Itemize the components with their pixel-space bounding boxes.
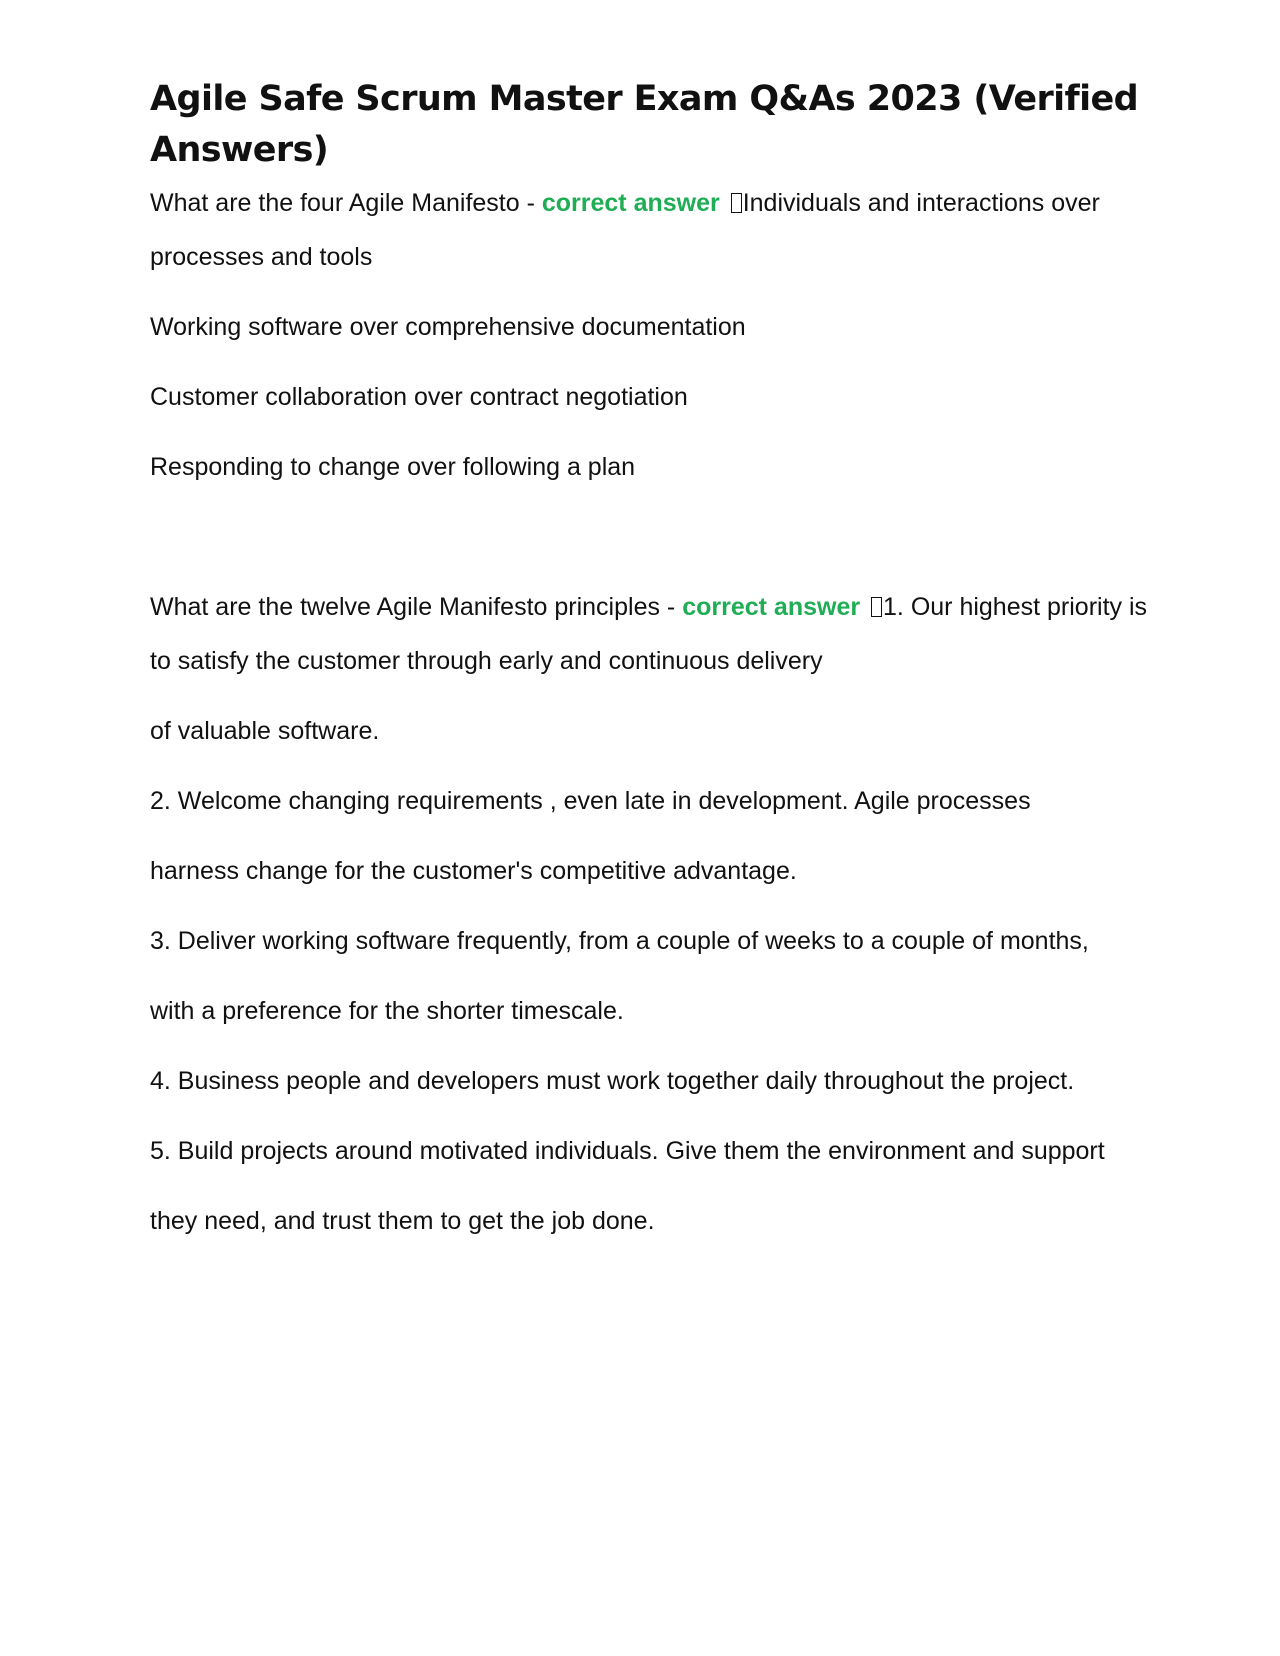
correct-answer-label: correct answer [682,593,861,621]
answer-line: 3. Deliver working software frequently, from a couple of weeks to a couple of months, [150,927,1089,955]
answer-line: Working software over comprehensive documentation [150,313,746,341]
question-2-text: What are the twelve Agile Manifesto principles - [150,593,683,621]
section-spacer [150,510,1150,580]
question-1-text: What are the four Agile Manifesto - [150,189,542,217]
answer-line: Customer collaboration over contract negotiation [150,383,688,411]
document-title: Agile Safe Scrum Master Exam Q&As 2023 (Verified Answers) [150,79,1139,170]
answer-line: 2. Welcome changing requirements , even late in development. Agile processes [150,787,1031,815]
answer-line: Responding to change over following a plan [150,453,636,481]
question-2-answer-lead: 1. Our highest priority is to satisfy the customer through early and continuous delivery [150,593,1148,675]
question-1 [150,176,1150,284]
document-page [150,74,1150,1264]
correct-answer-label: correct answer [541,189,720,217]
question-1-answer-lead: Individuals and interactions over processes and tools [150,189,1100,271]
answer-line: 5. Build projects around motivated individuals. Give them the environment and support [150,1137,1105,1165]
question-2 [150,580,1150,688]
answer-line: 4. Business people and developers must work together daily throughout the project. [150,1067,1075,1095]
answer-line: with a preference for the shorter timescale. [150,997,624,1025]
answer-line: harness change for the customer's competitive advantage. [150,857,797,885]
answer-line: of valuable software. [150,717,380,745]
answer-line: they need, and trust them to get the job done. [150,1207,655,1235]
box-glyph-icon [731,193,742,213]
box-glyph-icon [871,597,882,617]
